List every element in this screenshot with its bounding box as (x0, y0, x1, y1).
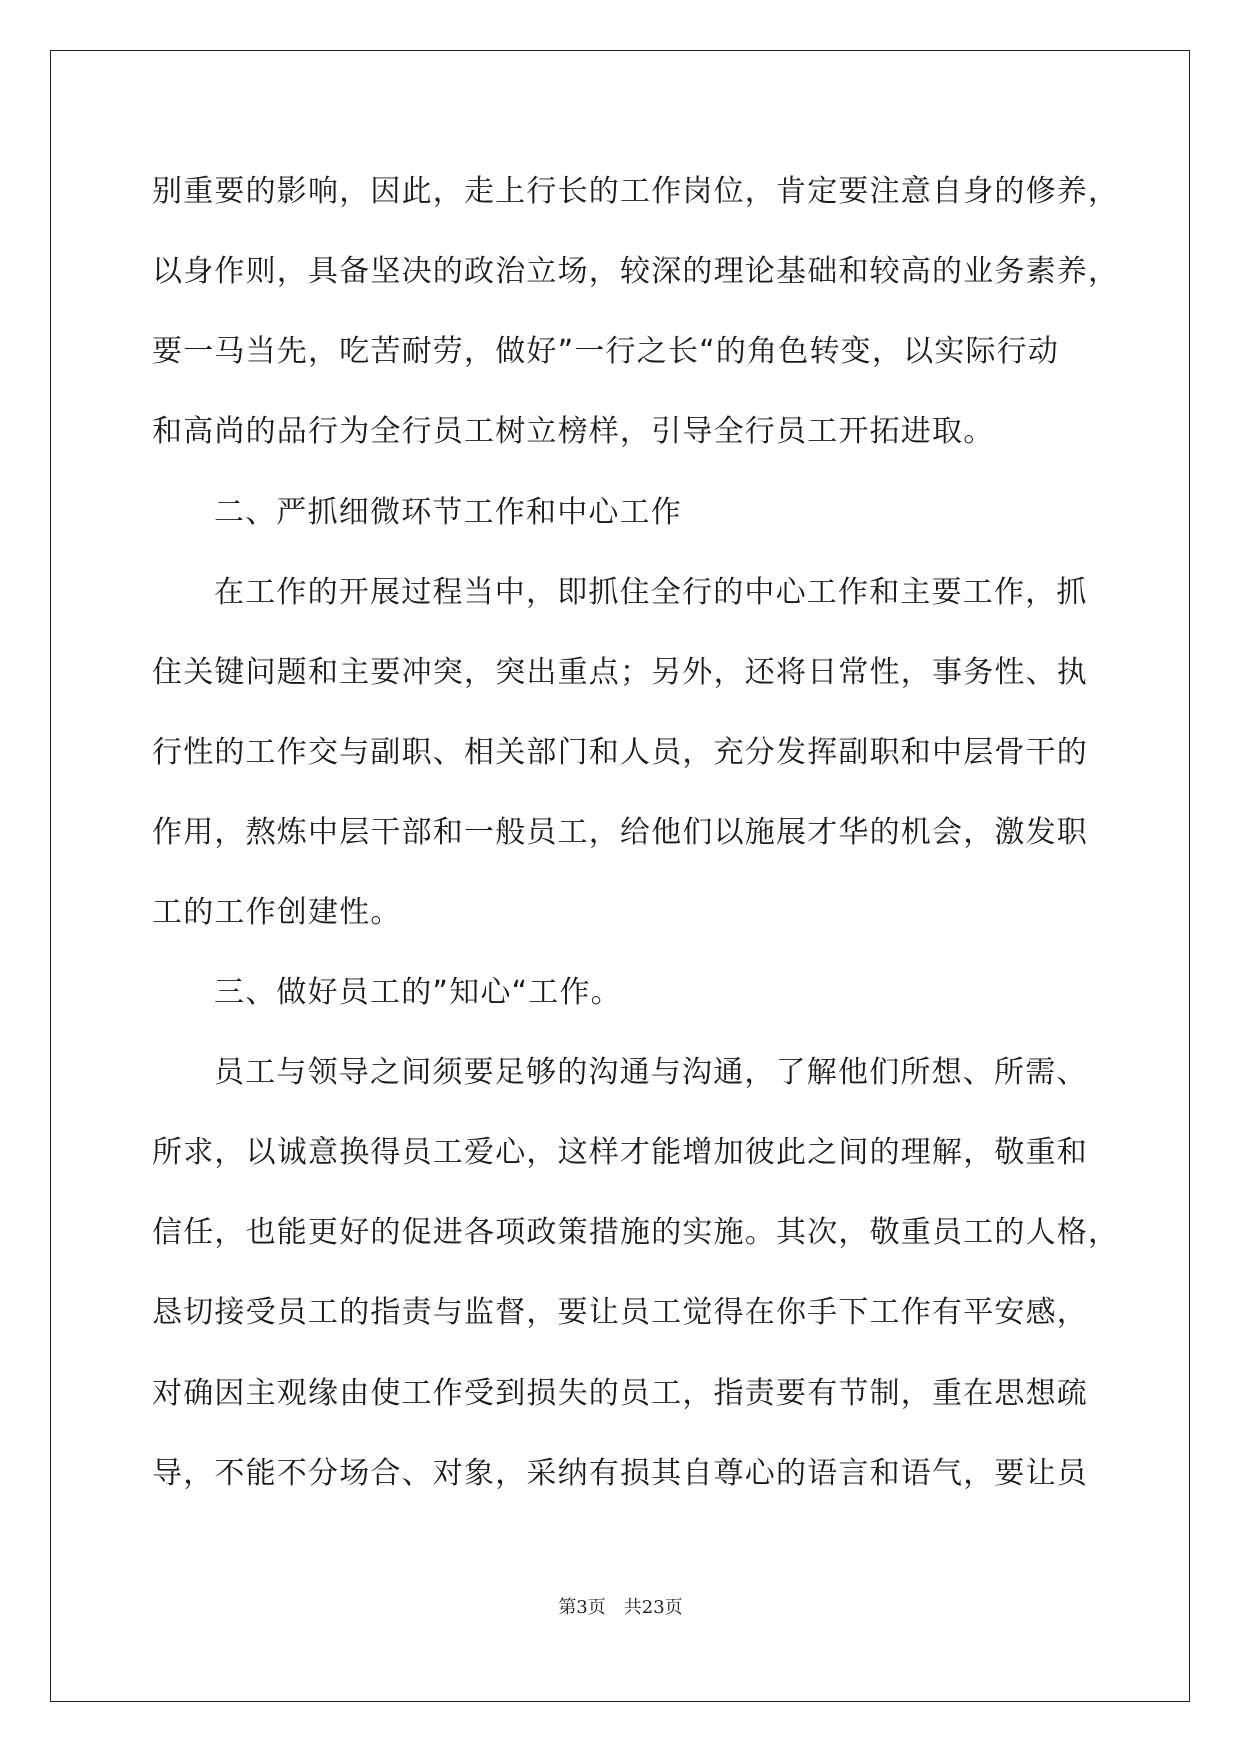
text-line-15: 恳切接受员工的指责与监督，要让员工觉得在你手下工作有平安感， (152, 1295, 1088, 1330)
text-line-8: 行性的工作交与副职、相关部门和人员，充分发挥副职和中层骨干的 (152, 735, 1088, 770)
page-number-footer: 第3页 共23页 (558, 1597, 683, 1618)
text-line-10: 工的工作创建性。 (152, 895, 402, 930)
text-line-17: 导，不能不分场合、对象，采纳有损其自尊心的语言和语气，要让员 (152, 1456, 1088, 1491)
text-line-6: 在工作的开展过程当中，即抓住全行的中心工作和主要工作，抓 (214, 575, 1088, 610)
text-line-14: 信任，也能更好的促进各项政策措施的实施。其次，敬重员工的人格， (152, 1215, 1120, 1250)
text-line-13: 所求，以诚意换得员工爱心，这样才能增加彼此之间的理解，敬重和 (152, 1135, 1088, 1170)
text-line-12: 员工与领导之间须要足够的沟通与沟通，了解他们所想、所需、 (214, 1055, 1088, 1090)
text-line-1: 别重要的影响，因此，走上行长的工作岗位，肯定要注意自身的修养， (152, 174, 1120, 209)
text-line-4: 和高尚的品行为全行员工树立榜样，引导全行员工开拓进取。 (152, 414, 995, 449)
text-line-16: 对确因主观缘由使工作受到损失的员工，指责要有节制，重在思想疏 (152, 1376, 1088, 1411)
text-line-2: 以身作则，具备坚决的政治立场，较深的理论基础和较高的业务素养， (152, 254, 1120, 289)
section-heading-2: 二、严抓细微环节工作和中心工作 (214, 495, 682, 530)
text-line-9: 作用，熬炼中层干部和一般员工，给他们以施展才华的机会，激发职 (152, 815, 1088, 850)
text-line-7: 住关键问题和主要冲突，突出重点；另外，还将日常性，事务性、执 (152, 655, 1088, 690)
section-heading-3: 三、做好员工的”知心“工作。 (214, 975, 622, 1010)
text-line-3: 要一马当先，吃苦耐劳，做好”一行之长“的角色转变，以实际行动 (152, 334, 1060, 369)
